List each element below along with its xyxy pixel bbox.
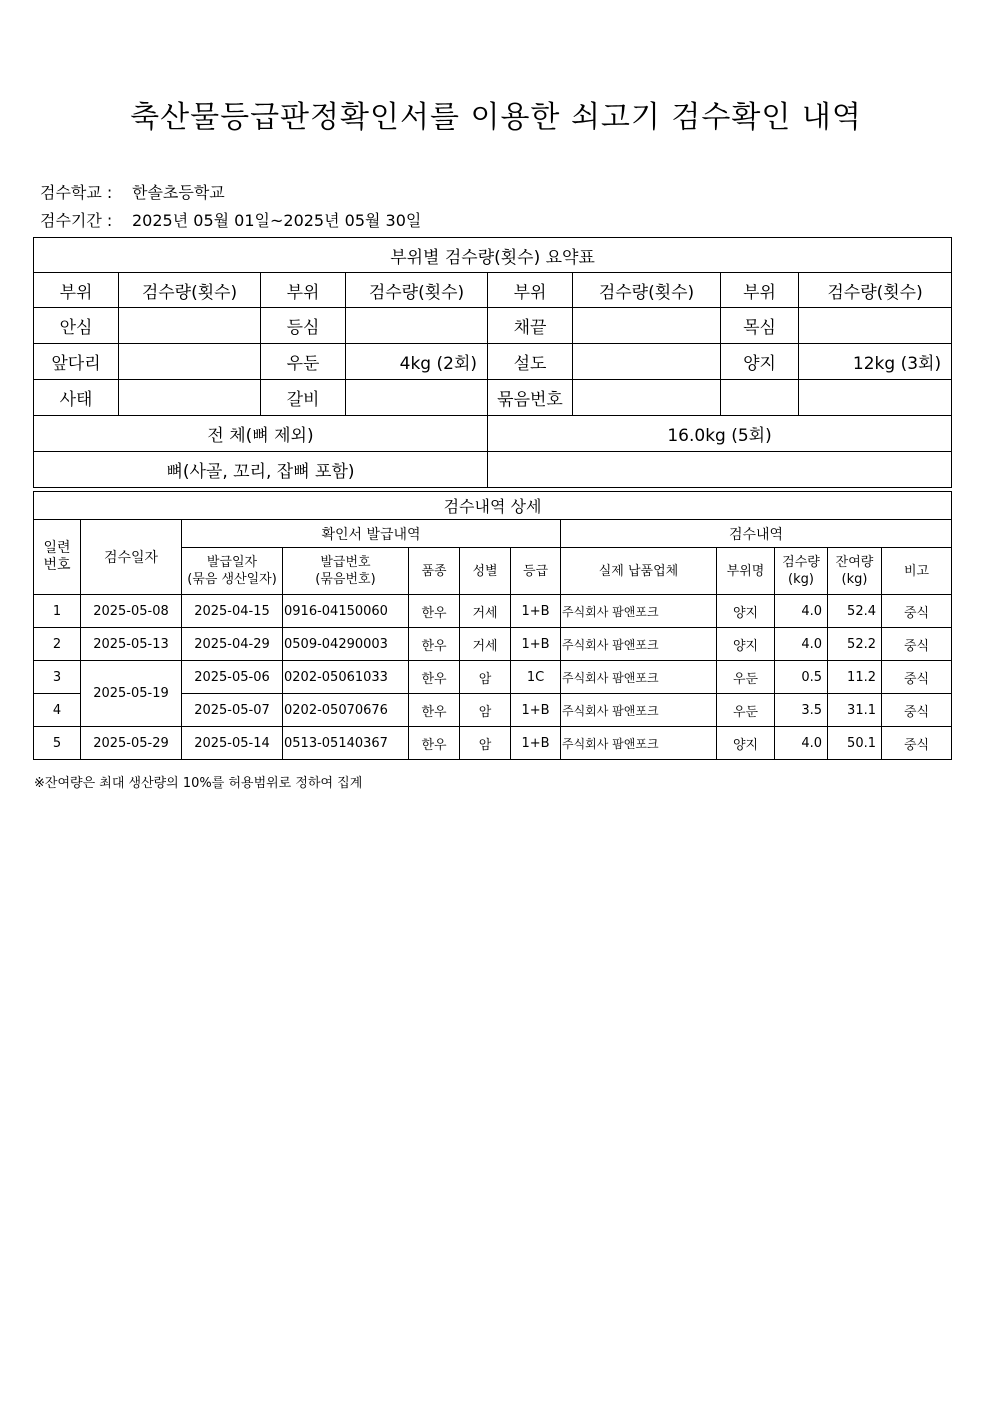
cell-date: 2025-05-19 — [81, 661, 182, 727]
cell-amount: 0.5 — [775, 661, 828, 694]
cell-breed: 한우 — [409, 727, 460, 760]
detail-title: 검수내역 상세 — [34, 492, 952, 520]
cell-date: 2025-05-08 — [81, 595, 182, 628]
cell-grade: 1C — [511, 661, 561, 694]
cell-issue-date: 2025-04-29 — [182, 628, 283, 661]
summary-part: 안심 — [34, 308, 119, 344]
bone-label: 뼈(사골, 꼬리, 잡뼈 포함) — [34, 452, 488, 488]
total-label: 전 체(뼈 제외) — [34, 416, 488, 452]
cell-supplier: 주식회사 팜앤포크 — [561, 595, 717, 628]
cell-amount: 4.0 — [775, 727, 828, 760]
col-supplier: 실제 납품업체 — [561, 548, 717, 595]
summary-row — [34, 380, 952, 416]
summary-amount — [573, 344, 721, 380]
cell-part: 양지 — [717, 727, 775, 760]
summary-col-part: 부위 — [721, 273, 799, 308]
cell-date: 2025-05-29 — [81, 727, 182, 760]
cell-seq: 3 — [34, 661, 81, 694]
period-label: 검수기간 : — [40, 211, 113, 230]
cell-grade: 1+B — [511, 595, 561, 628]
col-issue-date: 발급일자 (묶음 생산일자) — [182, 548, 283, 595]
summary-col-part: 부위 — [34, 273, 119, 308]
col-seq: 일련 번호 — [34, 520, 81, 595]
cell-seq: 5 — [34, 727, 81, 760]
summary-table — [33, 237, 952, 488]
footnote: ※잔여량은 최대 생산량의 10%를 허용범위로 정하여 집계 — [34, 776, 363, 791]
summary-amount — [346, 380, 488, 416]
cell-part: 우둔 — [717, 694, 775, 727]
cell-seq: 2 — [34, 628, 81, 661]
summary-amount — [119, 380, 261, 416]
table-row — [34, 727, 952, 760]
summary-part: 목심 — [721, 308, 799, 344]
total-value: 16.0kg (5회) — [488, 416, 952, 452]
summary-amount — [119, 344, 261, 380]
cell-amount: 4.0 — [775, 595, 828, 628]
cell-part: 우둔 — [717, 661, 775, 694]
cell-date: 2025-05-13 — [81, 628, 182, 661]
cell-breed: 한우 — [409, 661, 460, 694]
cell-note: 중식 — [882, 595, 952, 628]
cell-grade: 1+B — [511, 628, 561, 661]
summary-col-amount: 검수량(횟수) — [346, 273, 488, 308]
summary-amount — [119, 308, 261, 344]
summary-part: 설도 — [488, 344, 573, 380]
summary-part: 등심 — [261, 308, 346, 344]
cell-sex: 거세 — [460, 595, 511, 628]
summary-col-amount: 검수량(횟수) — [573, 273, 721, 308]
summary-part: 우둔 — [261, 344, 346, 380]
summary-amount — [573, 380, 721, 416]
summary-part: 갈비 — [261, 380, 346, 416]
summary-col-amount: 검수량(횟수) — [799, 273, 952, 308]
col-insp-group: 검수내역 — [561, 520, 952, 548]
summary-part: 앞다리 — [34, 344, 119, 380]
summary-amount — [799, 308, 952, 344]
cell-part: 양지 — [717, 595, 775, 628]
cell-issue-date: 2025-05-06 — [182, 661, 283, 694]
summary-amount: 4kg (2회) — [346, 344, 488, 380]
page-title: 축산물등급판정확인서를 이용한 쇠고기 검수확인 내역 — [130, 100, 862, 135]
summary-part: 채끝 — [488, 308, 573, 344]
cell-issue-no: 0513-05140367 — [283, 727, 409, 760]
summary-part: 사태 — [34, 380, 119, 416]
cell-part: 양지 — [717, 628, 775, 661]
summary-part: 양지 — [721, 344, 799, 380]
col-issue-no: 발급번호 (묶음번호) — [283, 548, 409, 595]
cell-note: 중식 — [882, 694, 952, 727]
cell-issue-date: 2025-05-07 — [182, 694, 283, 727]
summary-title: 부위별 검수량(횟수) 요약표 — [34, 238, 952, 273]
col-date: 검수일자 — [81, 520, 182, 595]
period-value: 2025년 05월 01일~2025년 05월 30일 — [132, 211, 422, 230]
cell-supplier: 주식회사 팜앤포크 — [561, 727, 717, 760]
cell-remain: 52.2 — [828, 628, 882, 661]
cell-breed: 한우 — [409, 694, 460, 727]
table-row — [34, 661, 952, 694]
cell-sex: 암 — [460, 727, 511, 760]
bone-value — [488, 452, 952, 488]
cell-note: 중식 — [882, 628, 952, 661]
cell-grade: 1+B — [511, 694, 561, 727]
cell-supplier: 주식회사 팜앤포크 — [561, 628, 717, 661]
summary-amount: 12kg (3회) — [799, 344, 952, 380]
cell-sex: 암 — [460, 661, 511, 694]
cell-note: 중식 — [882, 661, 952, 694]
summary-col-part: 부위 — [488, 273, 573, 308]
cell-sex: 거세 — [460, 628, 511, 661]
cell-grade: 1+B — [511, 727, 561, 760]
summary-amount — [573, 308, 721, 344]
col-remain: 잔여량 (kg) — [828, 548, 882, 595]
col-note: 비고 — [882, 548, 952, 595]
cell-remain: 11.2 — [828, 661, 882, 694]
col-part: 부위명 — [717, 548, 775, 595]
col-cert-group: 확인서 발급내역 — [182, 520, 561, 548]
cell-seq: 1 — [34, 595, 81, 628]
school-value: 한솔초등학교 — [132, 183, 225, 202]
school-line — [40, 180, 225, 203]
summary-row — [34, 344, 952, 380]
summary-part — [721, 380, 799, 416]
cell-issue-date: 2025-05-14 — [182, 727, 283, 760]
cell-remain: 31.1 — [828, 694, 882, 727]
summary-row — [34, 308, 952, 344]
cell-breed: 한우 — [409, 595, 460, 628]
detail-table — [33, 491, 952, 760]
col-sex: 성별 — [460, 548, 511, 595]
cell-supplier: 주식회사 팜앤포크 — [561, 661, 717, 694]
school-label: 검수학교 : — [40, 183, 113, 202]
cell-sex: 암 — [460, 694, 511, 727]
summary-col-part: 부위 — [261, 273, 346, 308]
table-row — [34, 628, 952, 661]
col-amount: 검수량 (kg) — [775, 548, 828, 595]
cell-note: 중식 — [882, 727, 952, 760]
cell-issue-date: 2025-04-15 — [182, 595, 283, 628]
col-breed: 품종 — [409, 548, 460, 595]
summary-amount — [799, 380, 952, 416]
cell-amount: 4.0 — [775, 628, 828, 661]
table-row — [34, 595, 952, 628]
cell-supplier: 주식회사 팜앤포크 — [561, 694, 717, 727]
cell-remain: 52.4 — [828, 595, 882, 628]
cell-issue-no: 0916-04150060 — [283, 595, 409, 628]
summary-part: 묶음번호 — [488, 380, 573, 416]
summary-amount — [346, 308, 488, 344]
cell-issue-no: 0202-05070676 — [283, 694, 409, 727]
cell-remain: 50.1 — [828, 727, 882, 760]
cell-issue-no: 0509-04290003 — [283, 628, 409, 661]
cell-seq: 4 — [34, 694, 81, 727]
cell-issue-no: 0202-05061033 — [283, 661, 409, 694]
summary-col-amount: 검수량(횟수) — [119, 273, 261, 308]
cell-breed: 한우 — [409, 628, 460, 661]
col-grade: 등급 — [511, 548, 561, 595]
period-line — [40, 208, 421, 231]
cell-amount: 3.5 — [775, 694, 828, 727]
